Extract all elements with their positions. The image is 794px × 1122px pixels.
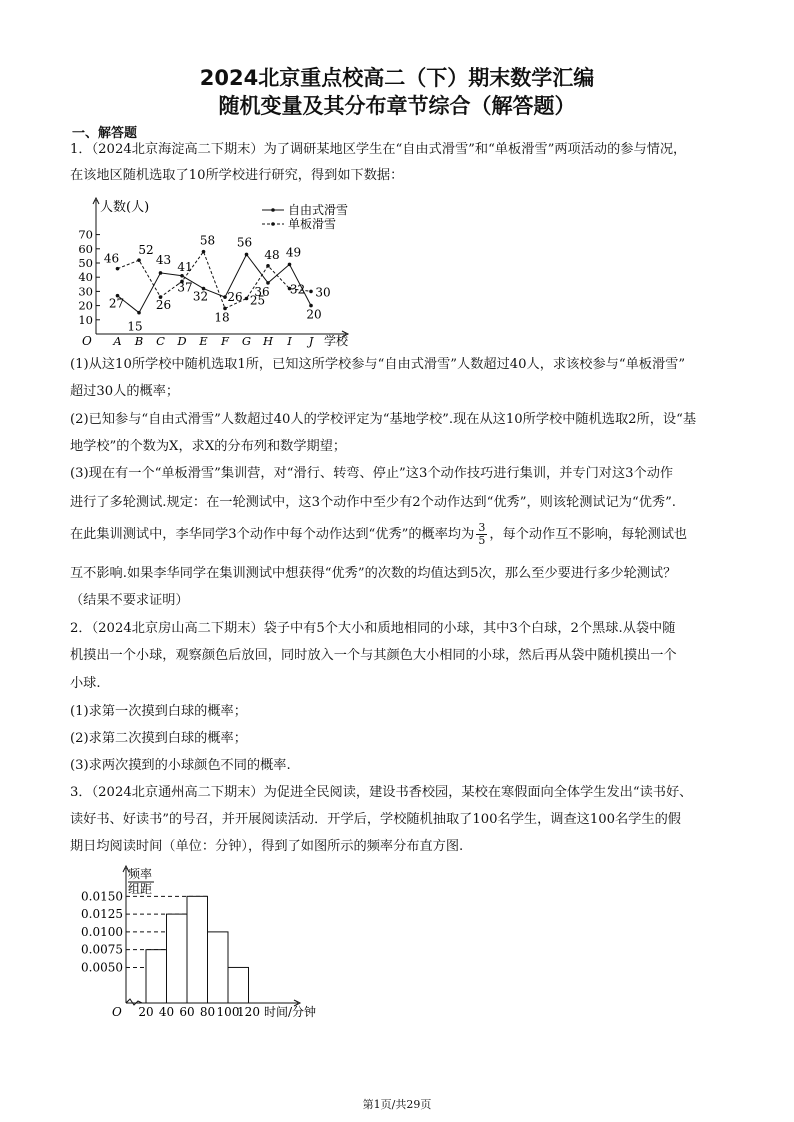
q1-part3-line2: 进行了多轮测试.规定：在一轮测试中，这3个动作中至少有2个动作达到“优秀”，则该轮测试记为“优秀”. bbox=[70, 495, 677, 510]
data-label: 37 bbox=[177, 280, 193, 295]
x-tick-label: 120 bbox=[237, 1005, 260, 1019]
histogram-bar bbox=[208, 932, 229, 1003]
data-label: 41 bbox=[177, 259, 193, 274]
x-tick-label: D bbox=[177, 334, 187, 348]
q1-intro-line1: 1．（2024北京海淀高二下期末）为了调研某地区学生在“自由式滑雪”和“单板滑雪”两项活动的参与情况， bbox=[70, 142, 687, 157]
y-tick-label: 10 bbox=[78, 312, 93, 327]
y-axis-label: 人数(人) bbox=[100, 200, 150, 215]
y-tick-label: 70 bbox=[78, 227, 93, 242]
x-tick-label: I bbox=[287, 334, 292, 348]
x-tick-label: 40 bbox=[158, 1005, 175, 1019]
histogram-bar bbox=[187, 896, 208, 1003]
q1-intro-line2: 在该地区随机选取了10所学校进行研究，得到如下数据： bbox=[70, 168, 404, 183]
histogram-bar bbox=[228, 967, 249, 1003]
q1-part3-line3-end: ，每个动作互不影响，每轮测试也 bbox=[489, 527, 688, 542]
q2-line2: 机摸出一个小球，观察颜色后放回，同时放入一个与其颜色大小相同的小球，然后再从袋中随机摸出一个 bbox=[70, 648, 677, 663]
page-title: 2024北京重点校高二（下）期末数学汇编 bbox=[199, 66, 595, 90]
legend-dashed-marker bbox=[271, 222, 275, 226]
page-footer: 第1页/共29页 bbox=[362, 1098, 432, 1111]
y-tick-label: 0.0075 bbox=[81, 942, 123, 957]
y-tick-label: 60 bbox=[78, 241, 93, 256]
y-tick-label: 0.0150 bbox=[81, 889, 123, 904]
data-label: 46 bbox=[103, 251, 120, 266]
freestyle-point bbox=[223, 295, 227, 299]
q1-part3-line4: 互不影响.如果李华同学在集训测试中想获得“优秀”的次数的均值达到5次，那么至少要进行多少轮测试？ bbox=[70, 566, 677, 581]
q3-line2: 读好书、好读书”的号召，并开展阅读活动．开学后，学校随机抽取了100名学生，调查这100名学生的假 bbox=[70, 812, 681, 827]
section-heading: 一、解答题 bbox=[72, 126, 138, 141]
x-tick-label: 80 bbox=[199, 1005, 216, 1019]
data-label: 43 bbox=[155, 252, 172, 267]
probability-fraction bbox=[476, 522, 487, 547]
snowboard-point bbox=[309, 290, 313, 294]
x-tick-label: J bbox=[308, 334, 314, 348]
fraction-denominator: 5 bbox=[478, 534, 486, 547]
data-label: 30 bbox=[315, 285, 331, 300]
histogram-bar bbox=[146, 950, 167, 1003]
y-axis-label-bottom: 组距 bbox=[128, 882, 153, 896]
x-tick-label: G bbox=[241, 334, 252, 348]
q3-line3: 期日均阅读时间（单位：分钟），得到了如图所示的频率分布直方图. bbox=[70, 839, 464, 854]
q2-line1: 2．（2024北京房山高二下期末）袋子中有5个大小和质地相同的小球，其中3个白球，2个黑球.从袋中随 bbox=[70, 621, 676, 636]
q2-part3: (3)求两次摸到的小球颜色不同的概率. bbox=[70, 758, 291, 773]
x-tick-label: H bbox=[262, 334, 274, 348]
y-tick-label: 0.0100 bbox=[81, 924, 123, 939]
data-label: 25 bbox=[249, 293, 266, 308]
y-tick-label: 0.0050 bbox=[81, 960, 123, 975]
reading-time-histogram bbox=[70, 862, 332, 1022]
q1-part3-line5: （结果不要求证明） bbox=[70, 593, 189, 608]
q1-part1-line1: (1)从这10所学校中随机选取1所，已知这所学校参与“自由式滑雪”人数超过40人，求该校参与“单板滑雪” bbox=[70, 357, 686, 372]
freestyle-point bbox=[245, 253, 249, 257]
snowboard-point bbox=[266, 264, 270, 268]
y-tick-label: 20 bbox=[78, 298, 93, 313]
data-label: 20 bbox=[306, 307, 322, 322]
x-tick-label: C bbox=[156, 334, 165, 348]
legend-freestyle-label: 自由式滑雪 bbox=[288, 203, 349, 217]
y-tick-label: 50 bbox=[78, 256, 93, 270]
x-tick-label: 100 bbox=[216, 1005, 240, 1019]
legend-solid-marker bbox=[271, 208, 275, 212]
snowboard-point bbox=[137, 258, 141, 262]
freestyle-ski-line bbox=[118, 254, 312, 312]
data-label: 49 bbox=[285, 245, 302, 260]
legend-snowboard-label: 单板滑雪 bbox=[288, 217, 337, 231]
y-tick-label: 30 bbox=[78, 284, 93, 299]
q1-part1-line2: 超过30人的概率； bbox=[70, 384, 180, 399]
x-tick-label: B bbox=[134, 334, 144, 348]
x-axis-label: 学校 bbox=[324, 334, 349, 348]
freestyle-point bbox=[137, 311, 141, 315]
data-label: 26 bbox=[155, 298, 172, 313]
y-tick-label: 40 bbox=[78, 270, 93, 285]
x-tick-label: A bbox=[113, 334, 122, 348]
data-label: 56 bbox=[236, 235, 253, 250]
x-tick-label: 60 bbox=[179, 1005, 195, 1019]
data-label: 58 bbox=[199, 233, 216, 248]
snowboard-point bbox=[116, 267, 120, 271]
q2-part1: (1)求第一次摸到白球的概率； bbox=[70, 704, 247, 719]
data-label: 36 bbox=[254, 284, 270, 299]
freestyle-point bbox=[180, 274, 184, 278]
freestyle-point bbox=[159, 271, 163, 275]
data-label: 32 bbox=[192, 289, 209, 304]
snowboard-line bbox=[118, 252, 312, 309]
data-label: 27 bbox=[108, 296, 125, 311]
origin-label: O bbox=[82, 334, 92, 348]
page-subtitle: 随机变量及其分布章节综合（解答题） bbox=[218, 94, 576, 118]
q1-part2-line2: 地学校”的个数为X，求X的分布列和数学期望； bbox=[70, 439, 347, 454]
histogram-bar bbox=[167, 914, 188, 1003]
x-tick-label: 20 bbox=[138, 1005, 154, 1019]
data-label: 48 bbox=[264, 247, 280, 262]
fraction-numerator: 3 bbox=[478, 521, 486, 534]
x-tick-label: F bbox=[221, 334, 229, 348]
q1-part3-line3 bbox=[70, 522, 724, 547]
data-label: 26 bbox=[227, 290, 243, 305]
y-axis-label-top: 频率 bbox=[128, 867, 153, 881]
q2-line3: 小球. bbox=[70, 676, 101, 691]
data-label: 52 bbox=[138, 243, 154, 258]
snowboard-point bbox=[245, 297, 249, 301]
q2-part2: (2)求第二次摸到白球的概率； bbox=[70, 731, 247, 746]
y-tick-label: 0.0125 bbox=[81, 907, 123, 922]
q1-part3-line3-start: 在此集训测试中，李华同学3个动作中每个动作达到“优秀”的概率均为 bbox=[70, 527, 475, 542]
data-label: 15 bbox=[127, 319, 143, 334]
x-axis-label: 时间/分钟 bbox=[264, 1005, 317, 1019]
freestyle-point bbox=[288, 263, 292, 267]
q3-line1: 3．（2024北京通州高二下期末）为促进全民阅读，建设书香校园，某校在寒假面向全体学生发出“读书好、 bbox=[70, 785, 693, 800]
data-label: 18 bbox=[214, 310, 230, 325]
q1-part3-line1: (3)现在有一个“单板滑雪”集训营，对“滑行、转弯、停止”这3个动作技巧进行集训，并专门对这3个动作 bbox=[70, 466, 674, 481]
school-participation-line-chart bbox=[72, 196, 372, 348]
snowboard-point bbox=[202, 250, 206, 254]
data-label: 32 bbox=[289, 282, 306, 297]
q1-part2-line1: (2)已知参与“自由式滑雪”人数超过40人的学校评定为“基地学校”.现在从这10所学校中随机选取2所，设“基 bbox=[70, 412, 697, 427]
origin-label: O bbox=[112, 1005, 122, 1019]
x-tick-label: E bbox=[199, 334, 208, 348]
